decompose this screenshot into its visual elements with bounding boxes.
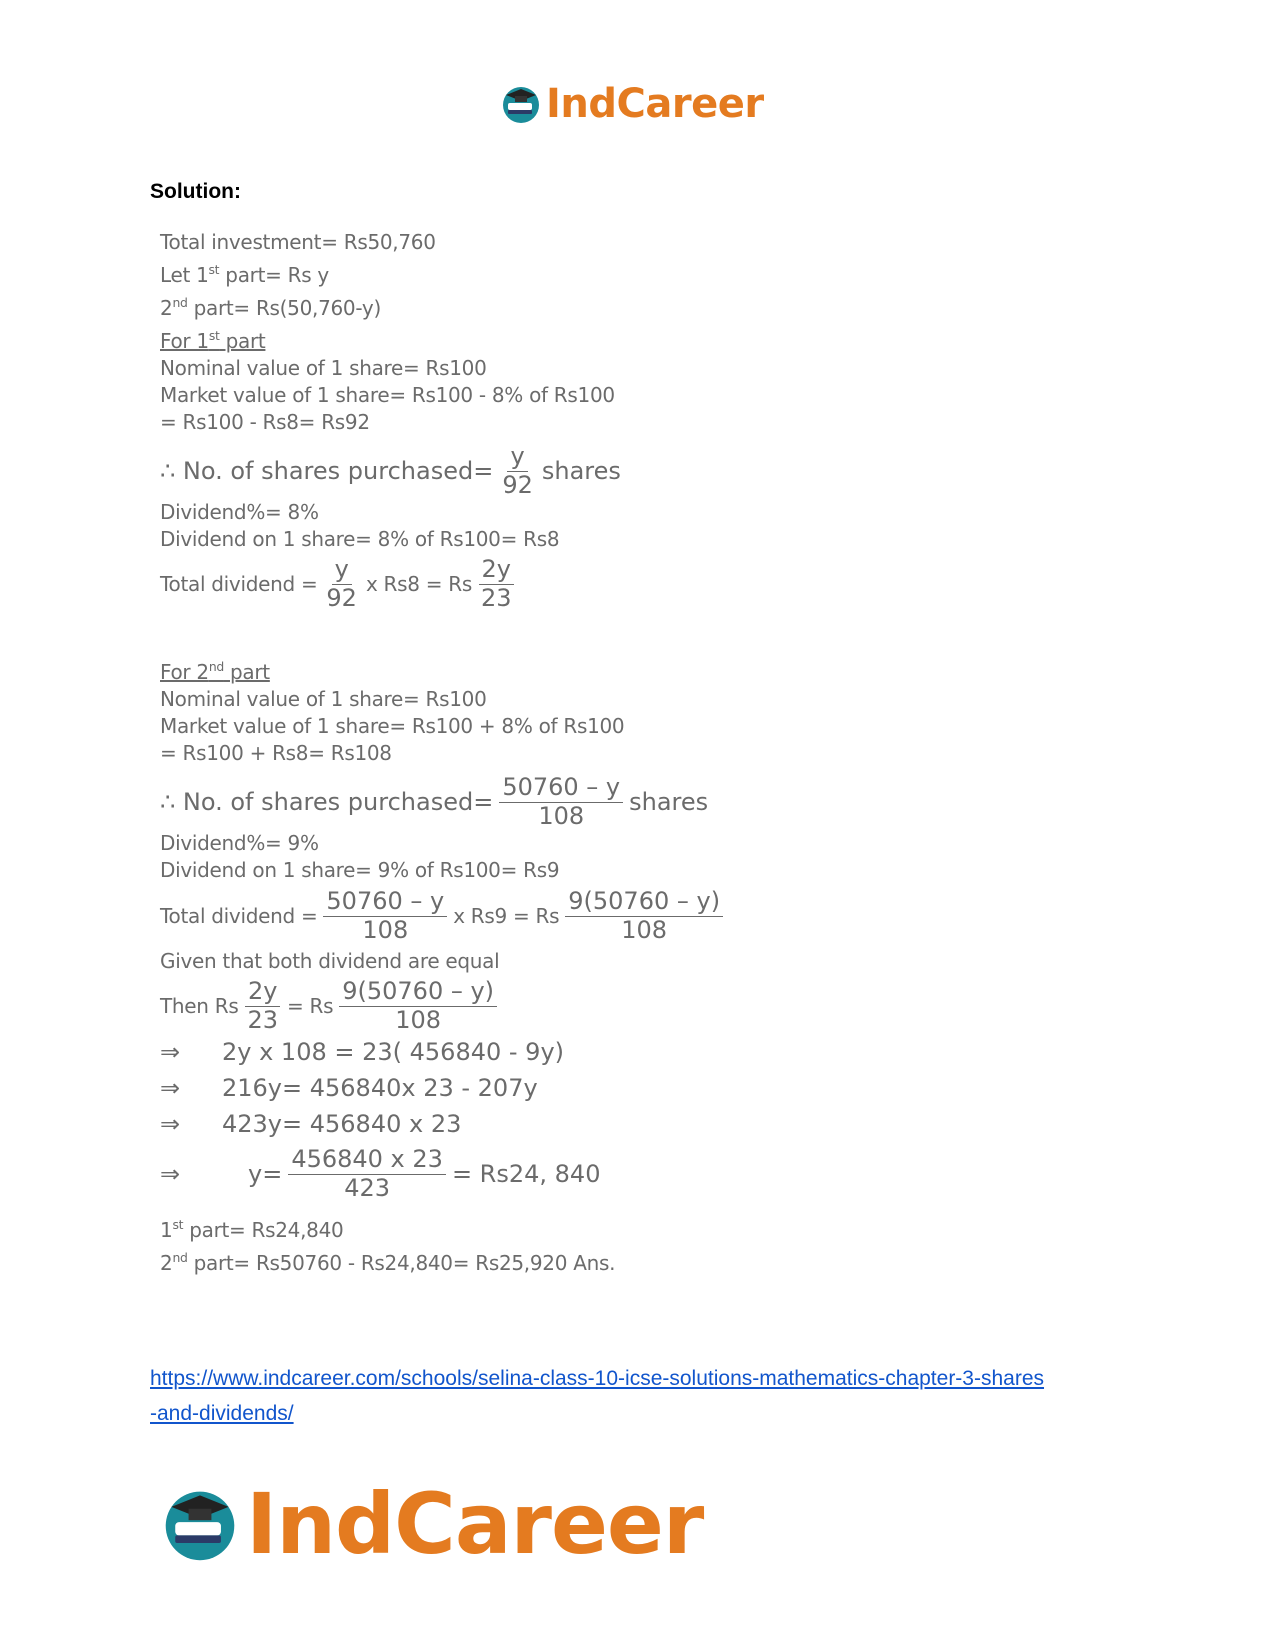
fraction: $\frac{9(50760 - y)}{108}$ [339, 978, 497, 1034]
dividend-percent-1: Dividend%= 8% [160, 500, 319, 524]
dividend-per-share-1: Dividend on 1 share= 8% of Rs100= Rs8 [160, 527, 560, 551]
given-statement: Given that both dividend are equal [160, 949, 500, 973]
shares-purchased-2: ∴ No. of shares purchased= $\frac{50760 - y}{108}$ shares [160, 773, 709, 830]
market-value-2-result: = Rs100 + Rs8= Rs108 [160, 741, 392, 765]
part2-def-line: 2nd part= Rs(50,760-y) [160, 294, 381, 320]
implies-icon: ⇒ [160, 1074, 181, 1102]
nominal-value-2: Nominal value of 1 share= Rs100 [160, 687, 487, 711]
implies-icon: ⇒ [160, 1110, 181, 1138]
total-dividend-1: Total dividend = $\frac{y}{92}$ x Rs8 = Rs $\frac{2y}{23}$ [160, 556, 521, 612]
market-value-2: Market value of 1 share= Rs100 + 8% of Rs100 [160, 714, 625, 738]
graduation-cap-icon [500, 83, 542, 125]
market-value-1: Market value of 1 share= Rs100 - 8% of Rs100 [160, 383, 615, 407]
shares-purchased-1: ∴ No. of shares purchased= $\frac{y}{92}$ shares [160, 442, 621, 499]
implies-icon: ⇒ [160, 1038, 181, 1066]
step-4: ⇒ y= $\frac{456840 x 23}{423}$ = Rs24, 840 [160, 1145, 601, 1202]
answer-part-1: 1st part= Rs24,840 [160, 1216, 344, 1242]
market-value-1-result: = Rs100 - Rs8= Rs92 [160, 410, 370, 434]
answer-part-2: 2nd part= Rs50760 - Rs24,840= Rs25,920 Ans. [160, 1249, 616, 1275]
fraction: $\frac{50760 - y}{108}$ [499, 774, 623, 830]
source-link-line1[interactable]: https://www.indcareer.com/schools/selina-class-10-icse-solutions-mathematics-chapter-3-shares [150, 1367, 1045, 1390]
fraction: $\frac{2y}{23}$ [244, 978, 281, 1034]
fraction: $\frac{456840 x 23}{423}$ [288, 1146, 446, 1202]
fraction: $\frac{50760 - y}{108}$ [323, 888, 447, 944]
step-1: ⇒ 2y x 108 = 23( 456840 - 9y) [160, 1038, 565, 1066]
brand-name: IndCareer [246, 1475, 704, 1573]
source-link-line2[interactable]: -and-dividends/ [150, 1402, 294, 1425]
equality-statement: Then Rs $\frac{2y}{23}$ = Rs $\frac{9(50760 - y)}{108}$ [160, 978, 503, 1034]
fraction: $\frac{9(50760 - y)}{108}$ [565, 888, 723, 944]
total-dividend-2: Total dividend = $\frac{50760 - y}{108}$ x Rs9 = Rs $\frac{9(50760 - y)}{108}$ [160, 888, 729, 944]
dividend-per-share-2: Dividend on 1 share= 9% of Rs100= Rs9 [160, 858, 560, 882]
brand-name: IndCareer [546, 81, 764, 127]
fraction: $\frac{2y}{23}$ [478, 556, 515, 612]
for-first-part-heading: For 1st part [160, 327, 266, 353]
implies-icon: ⇒ [160, 1160, 181, 1189]
for-second-part-heading: For 2nd part [160, 658, 270, 684]
total-investment-line: Total investment= Rs50,760 [160, 230, 436, 254]
fraction: $\frac{y}{92}$ [502, 442, 533, 499]
graduation-cap-icon [160, 1484, 240, 1564]
fraction: $\frac{y}{92}$ [326, 555, 357, 612]
brand-logo-bottom [160, 1475, 704, 1573]
dividend-percent-2: Dividend%= 9% [160, 831, 319, 855]
brand-logo-top [500, 78, 764, 130]
nominal-value-1: Nominal value of 1 share= Rs100 [160, 356, 487, 380]
solution-heading: Solution: [150, 180, 241, 203]
step-3: ⇒ 423y= 456840 x 23 [160, 1110, 462, 1138]
step-2: ⇒ 216y= 456840x 23 - 207y [160, 1074, 538, 1102]
part1-def-line: Let 1st part= Rs y [160, 261, 329, 287]
